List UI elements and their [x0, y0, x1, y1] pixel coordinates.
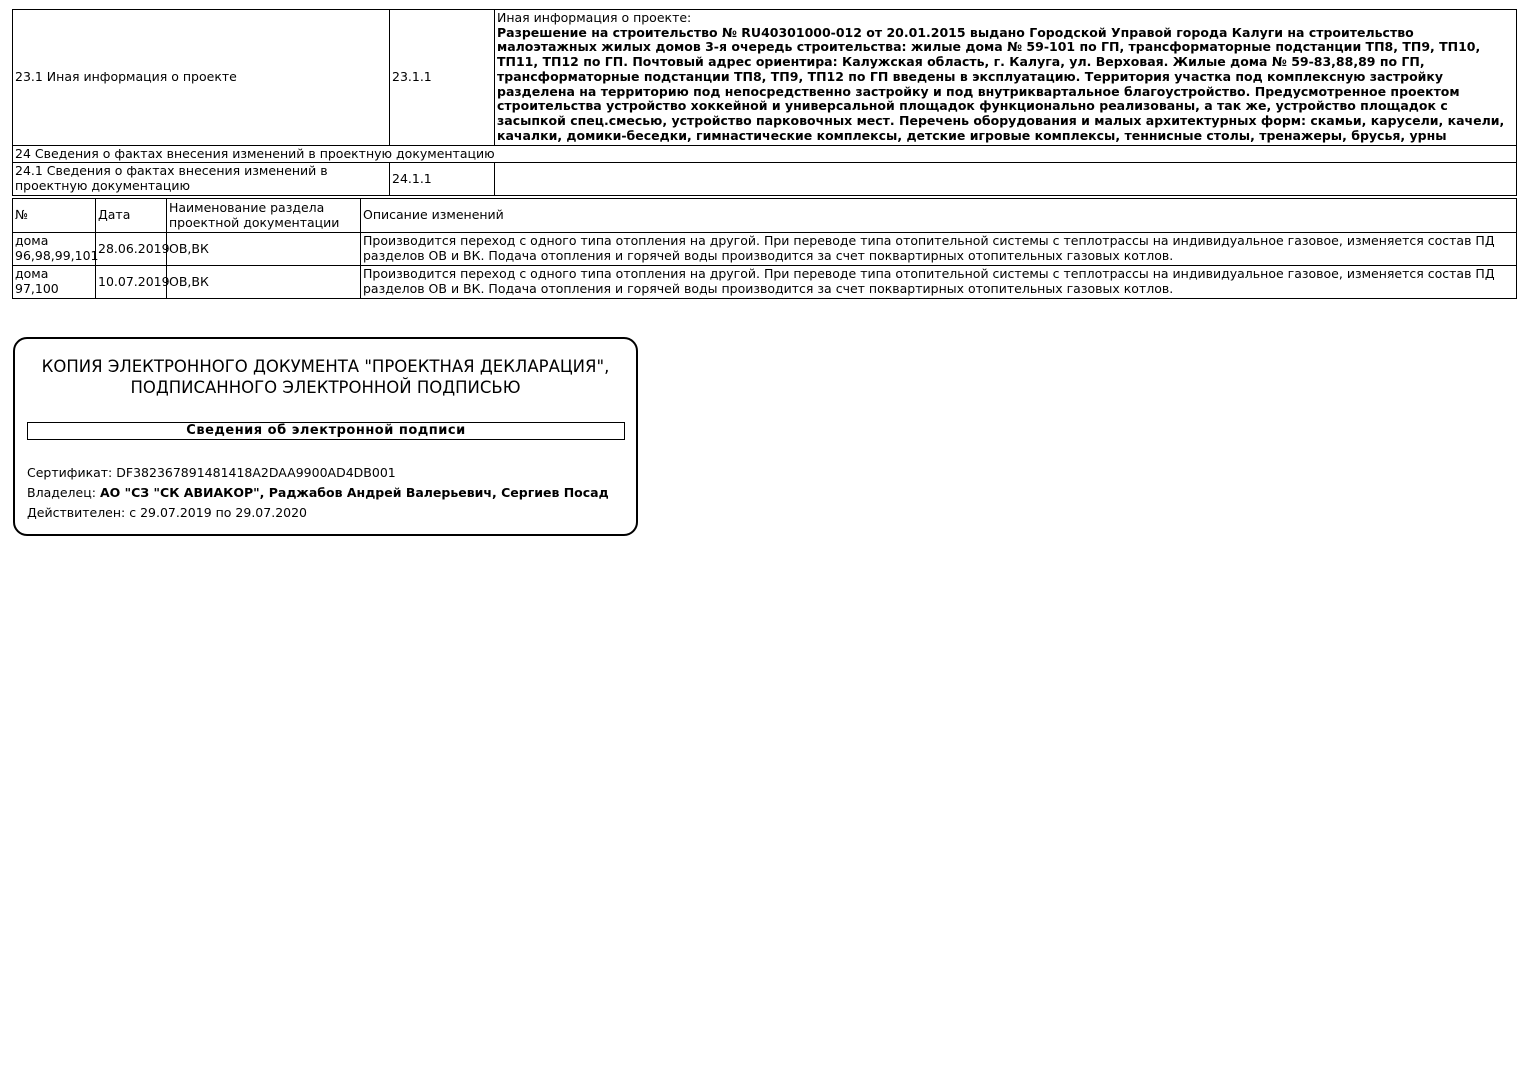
signature-info-label: Сведения об электронной подписи [27, 422, 625, 440]
validity-line [27, 505, 307, 521]
changes-header-row [12, 199, 1517, 233]
change-description: Производится переход с одного типа отопления на другой. При переводе типа отопительной системы с теплотрассы на индивидуальное газовое, изменяется состав ПД разделов ОВ и ВК. Подача отопления и горячей воды производится за счет поквартирных отопительных газовых котлов. [360, 266, 1516, 298]
section-24-label: 24.1 Сведения о фактах внесения изменений в проектную документацию [15, 163, 328, 193]
owner-line [27, 485, 609, 501]
table-row [12, 266, 1517, 299]
validity-label: Действителен: [27, 505, 126, 520]
signature-title [15, 356, 636, 398]
section-23-row [12, 9, 1517, 146]
section-24-title-row [12, 146, 1517, 163]
certificate-line [27, 465, 396, 481]
declaration-table [12, 9, 1517, 299]
change-section: ОВ,ВК [166, 266, 360, 298]
certificate-label: Сертификат: [27, 465, 113, 480]
section-23-code: 23.1.1 [389, 10, 494, 145]
change-num: дома 97,100 [15, 266, 59, 296]
section-24-code: 24.1.1 [389, 163, 494, 195]
change-date: 28.06.2019 [95, 233, 166, 265]
section-23-content [494, 10, 1516, 145]
header-section: Наименование раздела проектной документации [166, 199, 360, 232]
validity-value: с 29.07.2019 по 29.07.2020 [129, 505, 308, 520]
signature-title-line2: ПОДПИСАННОГО ЭЛЕКТРОННОЙ ПОДПИСЬЮ [130, 378, 521, 397]
header-num: № [15, 207, 29, 223]
change-section: ОВ,ВК [166, 233, 360, 265]
owner-label: Владелец: [27, 485, 96, 500]
section-24-title: 24 Сведения о фактах внесения изменений в проектную документацию [15, 146, 495, 161]
section-23-heading: Иная информация о проекте: [497, 10, 692, 25]
header-description: Описание изменений [360, 199, 1516, 232]
change-num: дома 96,98,99,101 [15, 233, 99, 263]
certificate-value: DF382367891481418A2DAA9900AD4DB001 [116, 465, 396, 480]
section-24-value [494, 163, 1516, 195]
section-24-row [12, 163, 1517, 196]
table-row [12, 233, 1517, 266]
signature-title-line1: КОПИЯ ЭЛЕКТРОННОГО ДОКУМЕНТА "ПРОЕКТНАЯ ДЕКЛАРАЦИЯ", [41, 357, 610, 376]
section-23-text: Разрешение на строительство № RU40301000-012 от 20.01.2015 выдано Городской Управой города Калуги на строительство малоэтажных жилых домов 3-я очередь строительства: жилые дома № 59-101 по ГП, трансформаторные подстанции ТП8, ТП9, ТП10, ТП11, ТП12 по ГП. Почтовый адрес ориентира: Калужская область, г. Калуга, ул. Верховая. Жилые дома № 59-83,88,89 по ГП, трансформаторные подстанции ТП8, ТП9, ТП12 по ГП введены в эксплуатацию. Территория участка под комплексную застройку разделена на территорию под непосредственно застройку и под внутриквартальное благоустройство. Предусмотренное проектом строительства устройство хоккейной и универсальной площадок функционально реализованы, а так же, устройство площадок с засыпкой спец.смесью, устройство парковочных мест. Перечень оборудования и малых архитектурных форм: скамьи, карусели, качели, качалки, домики-беседки, гимнастические комплексы, детские игровые комплексы, теннисные столы, тренажеры, брусья, урны [497, 24, 1505, 143]
changes-table [12, 198, 1517, 299]
owner-value: АО "СЗ "СК АВИАКОР", Раджабов Андрей Валерьевич, Сергиев Посад [99, 485, 609, 500]
section-23-label: 23.1 Иная информация о проекте [15, 69, 237, 85]
change-description: Производится переход с одного типа отопления на другой. При переводе типа отопительной системы с теплотрассы на индивидуальное газовое, изменяется состав ПД разделов ОВ и ВК. Подача отопления и горячей воды производится за счет поквартирных отопительных газовых котлов. [360, 233, 1516, 265]
header-date: Дата [95, 199, 166, 232]
signature-stamp [13, 337, 638, 536]
change-date: 10.07.2019 [95, 266, 166, 298]
